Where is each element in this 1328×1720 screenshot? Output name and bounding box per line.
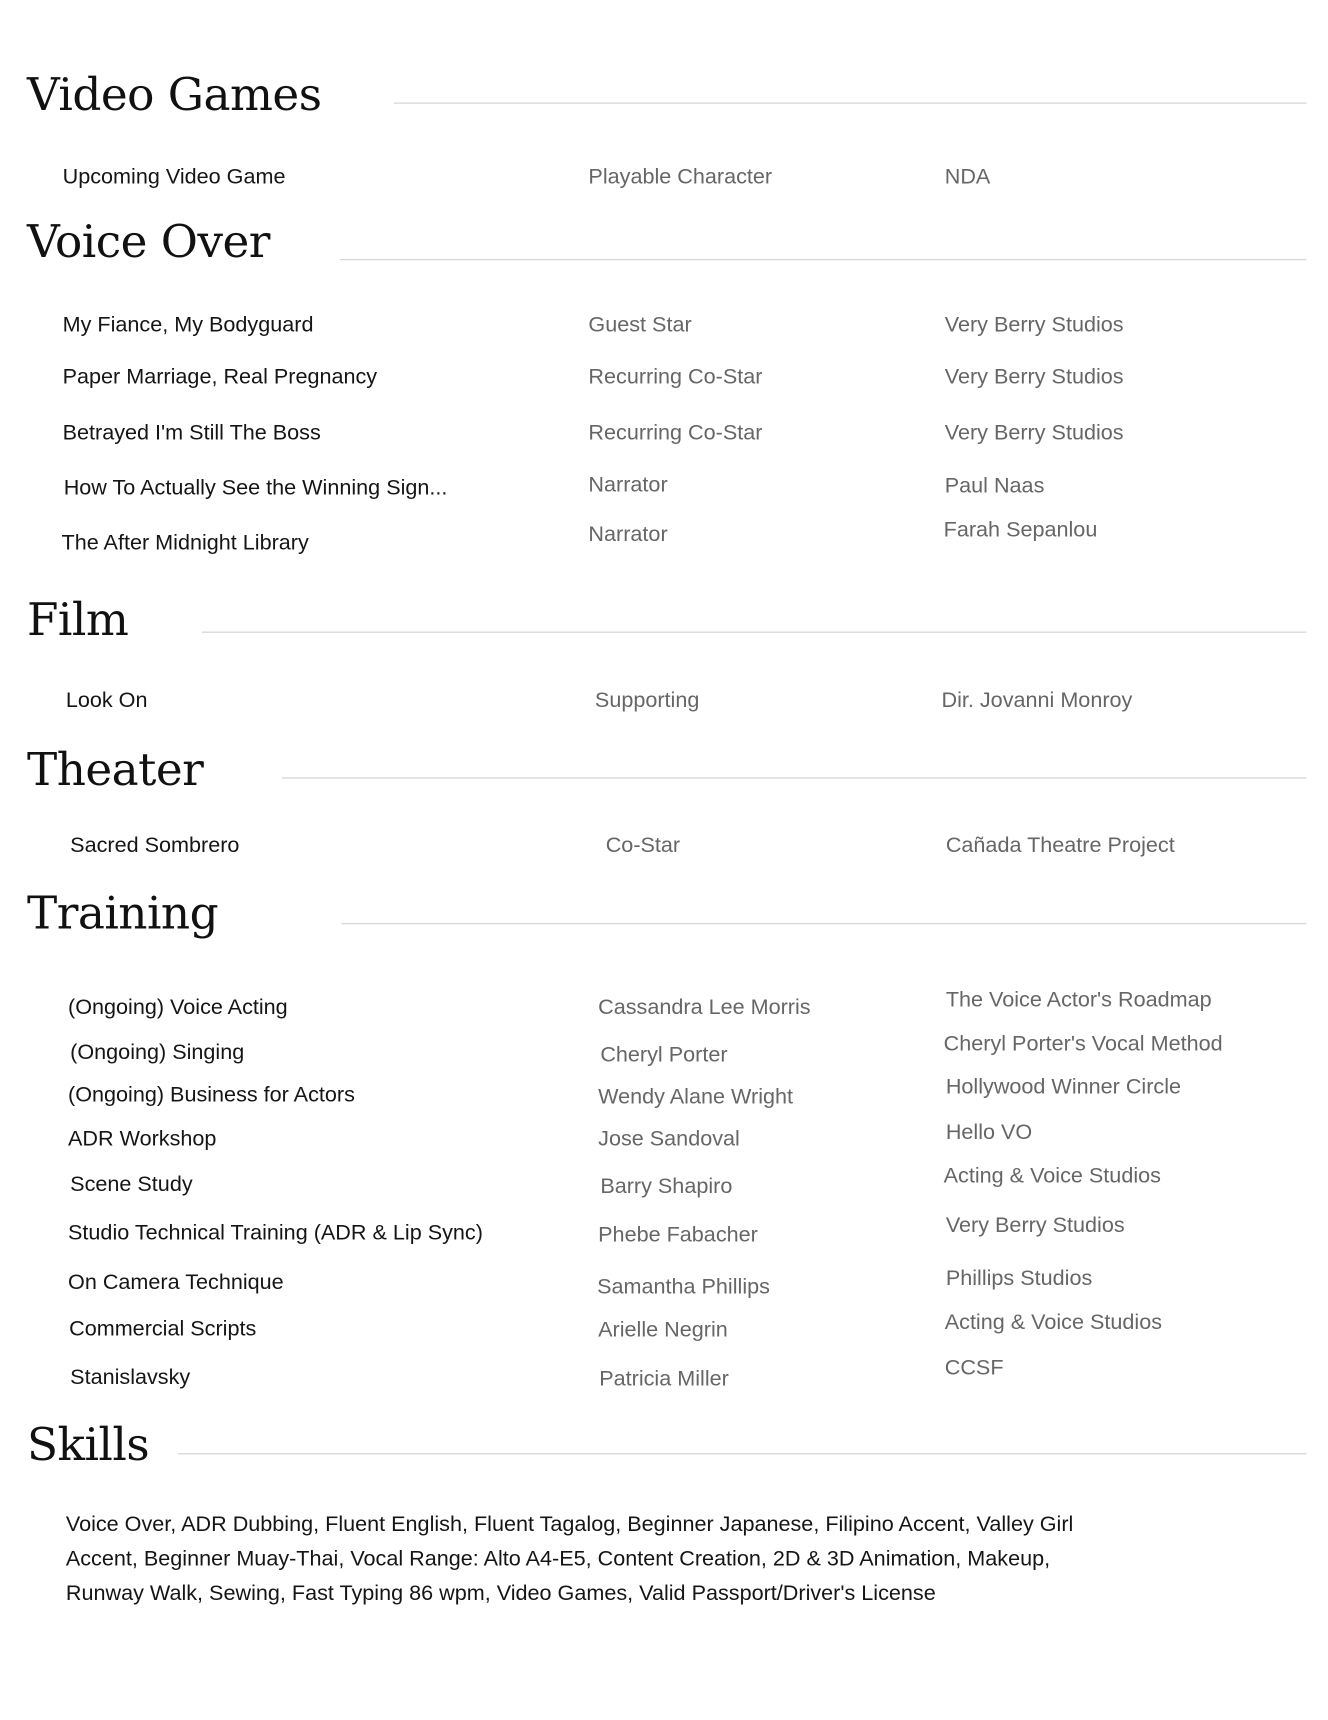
section-heading-voice-over: Voice Over [26, 214, 270, 268]
credit-title: Betrayed I'm Still The Boss [62, 421, 321, 445]
credit-company: Cheryl Porter's Vocal Method [943, 1032, 1223, 1056]
section-heading-skills: Skills [26, 1417, 150, 1471]
credit-title: Commercial Scripts [69, 1317, 257, 1341]
credit-company: Acting & Voice Studios [944, 1310, 1163, 1335]
credit-title: Studio Technical Training (ADR & Lip Sync) [68, 1221, 483, 1245]
credit-title: How To Actually See the Winning Sign... [63, 476, 448, 500]
credit-title: Stanislavsky [70, 1365, 191, 1390]
skills-text-line: Voice Over, ADR Dubbing, Fluent English, Fluent Tagalog, Beginner Japanese, Filipino Accent, Valley Girl [65, 1512, 1074, 1537]
credit-role: Jose Sandoval [598, 1127, 740, 1151]
credit-role: Samantha Phillips [597, 1275, 770, 1299]
credit-company: Very Berry Studios [944, 313, 1124, 337]
credit-role: Narrator [588, 522, 668, 547]
credit-role: Co-Star [605, 833, 681, 858]
credit-title: (Ongoing) Singing [70, 1040, 245, 1065]
credit-company: Farah Sepanlou [943, 518, 1098, 543]
credit-company: Acting & Voice Studios [943, 1163, 1161, 1188]
credit-role: Recurring Co-Star [588, 364, 763, 389]
credit-title: Scene Study [70, 1172, 193, 1197]
credit-company: Very Berry Studios [944, 421, 1124, 445]
credit-role: Cassandra Lee Morris [598, 995, 811, 1020]
credit-title: (Ongoing) Business for Actors [68, 1082, 355, 1107]
credit-company: Very Berry Studios [945, 1213, 1125, 1238]
credit-role: Phebe Fabacher [598, 1223, 758, 1248]
credit-company: NDA [944, 165, 991, 189]
section-heading-training: Training [26, 886, 219, 940]
section-divider [178, 1453, 1306, 1454]
credit-title: Sacred Sombrero [70, 833, 240, 858]
section-heading-theater: Theater [26, 742, 204, 796]
credit-title: On Camera Technique [68, 1270, 284, 1295]
section-divider [394, 103, 1306, 104]
credit-company: Phillips Studios [945, 1266, 1093, 1291]
credit-role: Barry Shapiro [600, 1174, 733, 1199]
section-divider [340, 259, 1306, 260]
credit-role: Arielle Negrin [598, 1318, 728, 1343]
credit-role: Supporting [594, 688, 700, 713]
credit-title: Paper Marriage, Real Pregnancy [62, 364, 378, 389]
credit-company: Paul Naas [944, 473, 1045, 498]
section-heading-film: Film [26, 592, 129, 646]
section-divider [282, 777, 1307, 778]
skills-text-line: Runway Walk, Sewing, Fast Typing 86 wpm, Video Games, Valid Passport/Driver's License [65, 1581, 936, 1606]
credit-company: Very Berry Studios [944, 364, 1124, 389]
credit-company: Hollywood Winner Circle [945, 1075, 1182, 1100]
section-divider [202, 632, 1307, 633]
credit-role: Cheryl Porter [600, 1042, 728, 1067]
credit-title: The After Midnight Library [61, 531, 309, 555]
credit-role: Narrator [588, 472, 668, 497]
credit-title: ADR Workshop [68, 1127, 217, 1151]
credit-role: Playable Character [588, 165, 773, 189]
credit-title: Upcoming Video Game [62, 165, 286, 189]
credit-company: The Voice Actor's Roadmap [945, 987, 1212, 1012]
credit-company: Hello VO [945, 1120, 1033, 1145]
credit-title: (Ongoing) Voice Acting [68, 995, 288, 1020]
section-divider [341, 923, 1306, 924]
credit-role: Guest Star [588, 313, 692, 337]
section-heading-video-games: Video Games [26, 68, 322, 121]
skills-text-line: Accent, Beginner Muay-Thai, Vocal Range: Alto A4-E5, Content Creation, 2D & 3D Animation, Makeup, [65, 1547, 1051, 1571]
credit-role: Recurring Co-Star [588, 421, 763, 445]
credit-company: Dir. Jovanni Monroy [941, 688, 1133, 713]
credit-title: My Fiance, My Bodyguard [62, 313, 314, 337]
credit-role: Patricia Miller [599, 1366, 729, 1391]
credit-role: Wendy Alane Wright [598, 1085, 794, 1109]
credit-title: Look On [65, 688, 148, 713]
credit-company: CCSF [944, 1356, 1004, 1380]
credit-company: Cañada Theatre Project [945, 833, 1175, 858]
